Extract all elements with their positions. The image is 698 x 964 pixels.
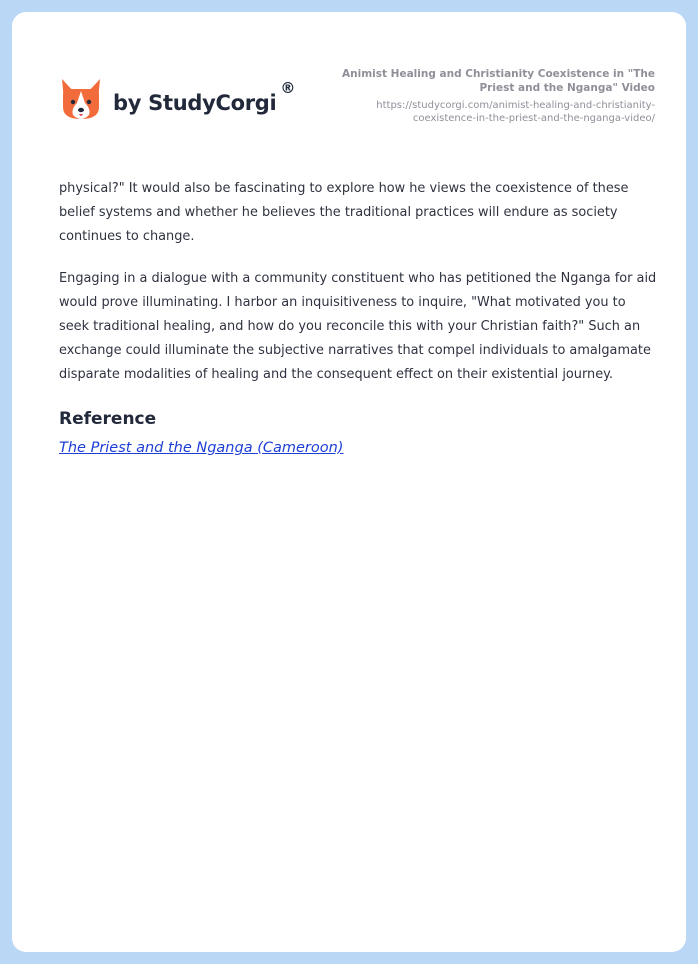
corgi-icon [59, 77, 103, 123]
reference-link[interactable]: The Priest and the Nganga (Cameroon) [59, 440, 344, 456]
document-body [59, 177, 659, 456]
page-header [59, 67, 655, 147]
document-page [12, 12, 686, 952]
document-title: Animist Healing and Christianity Coexistence in "The Priest and the Nganga" Video [342, 68, 655, 94]
paragraph: Engaging in a dialogue with a community constituent who has petitioned the Nganga for aid would prove illuminating. I harbor an inquisitiveness to inquire, "What motivated you to seek traditional healing, and how do you reconcile this with your Christian faith?" Such an exchange could illuminate the subjective narratives that compel individuals to amalgamate disparate modalities of healing and the consequent effect on their existential journey. [59, 271, 657, 382]
studycorgi-logo[interactable] [59, 77, 295, 123]
paragraph: physical?" It would also be fascinating to explore how he views the coexistence of these belief systems and whether he believes the traditional practices will endure as society continues to change. [59, 181, 629, 244]
document-url[interactable]: https://studycorgi.com/animist-healing-and-christianity-coexistence-in-the-priest-and-the-nganga-video/ [376, 100, 655, 124]
document-meta [325, 67, 655, 125]
registered-mark: ® [280, 79, 296, 97]
brand-name: by StudyCorgi [113, 91, 277, 115]
reference-heading: Reference [59, 409, 157, 429]
